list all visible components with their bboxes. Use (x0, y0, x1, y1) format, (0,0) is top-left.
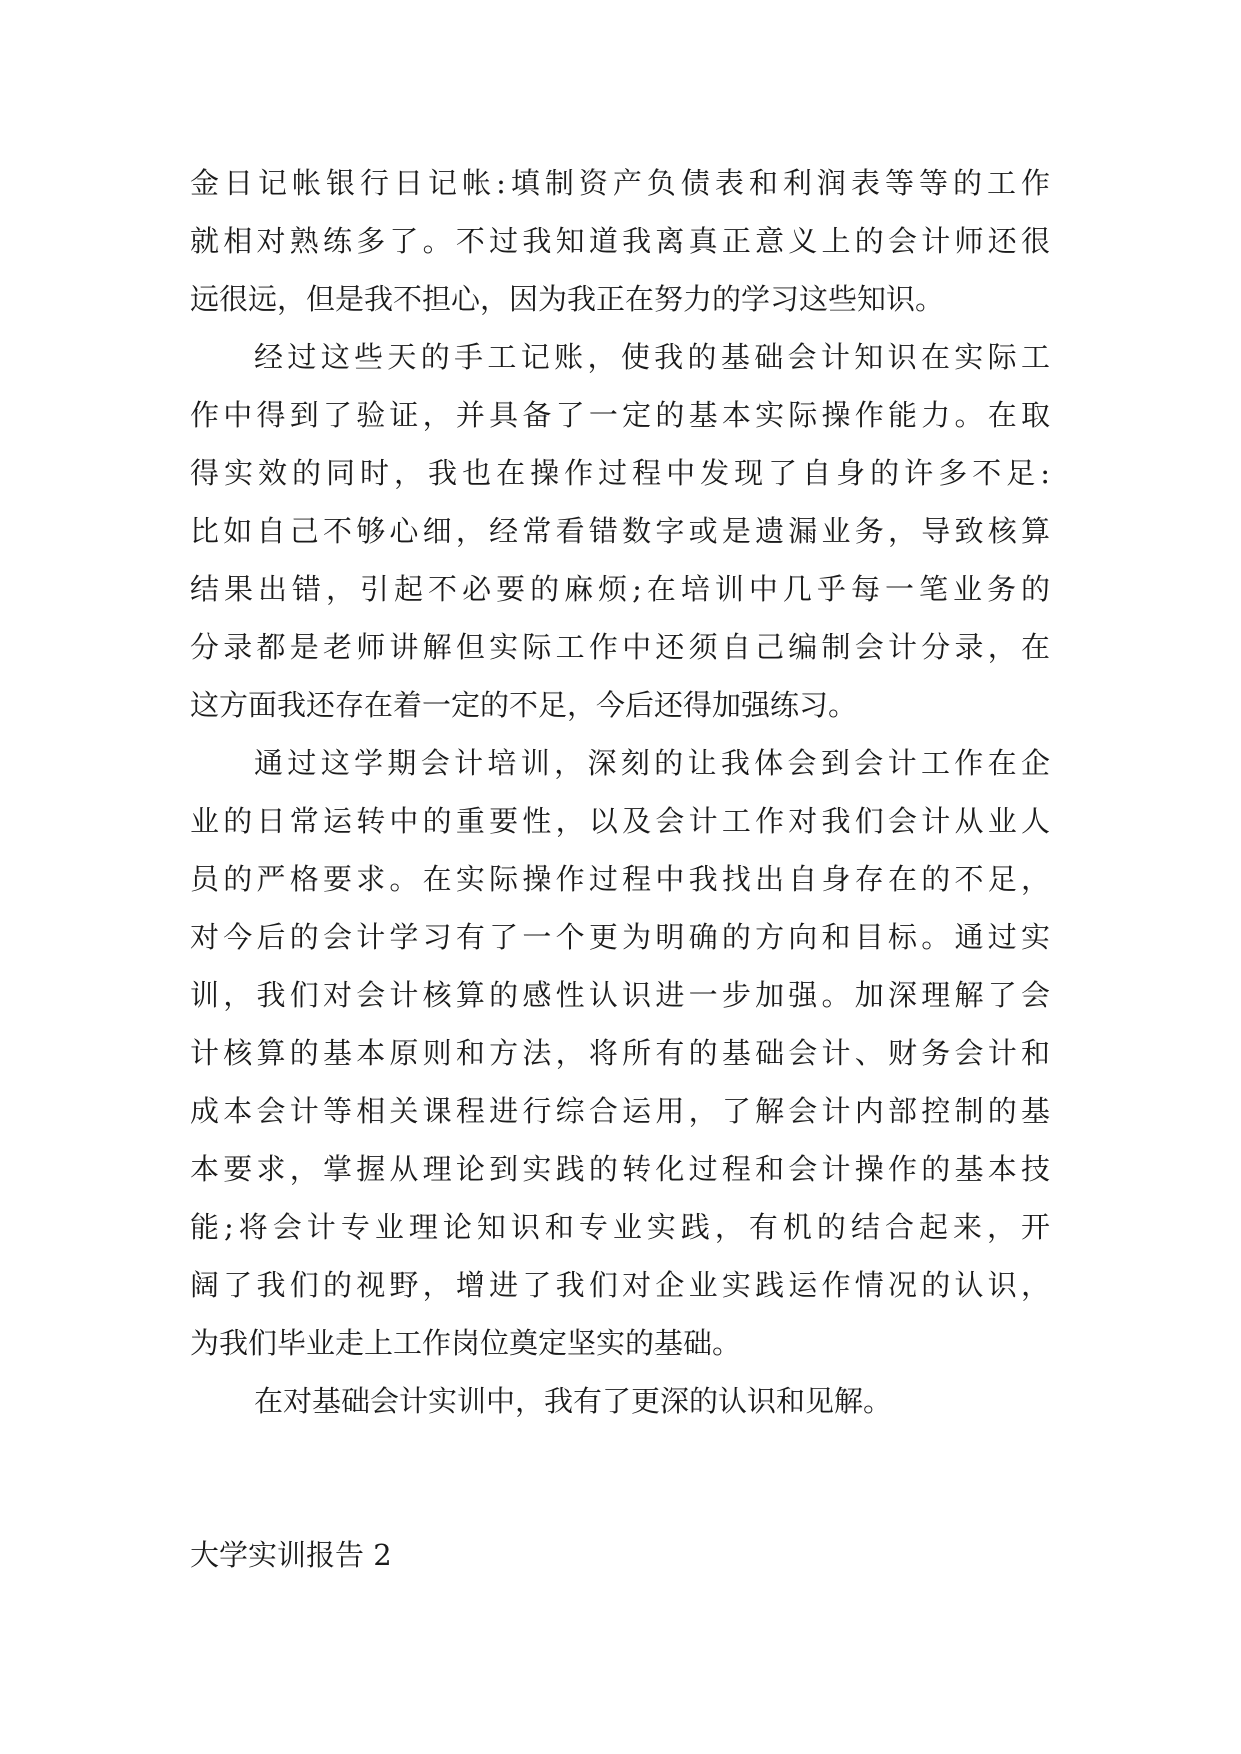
paragraph-line: 作中得到了验证，并具备了一定的基本实际操作能力。在取 (190, 398, 1050, 432)
paragraph-line: 结果出错，引起不必要的麻烦;在培训中几乎每一笔业务的 (190, 572, 1050, 606)
paragraph-line: 就相对熟练多了。不过我知道我离真正意义上的会计师还很 (190, 224, 1050, 258)
paragraph-line: 本要求，掌握从理论到实践的转化过程和会计操作的基本技 (190, 1152, 1050, 1186)
paragraph-line: 比如自己不够心细，经常看错数字或是遗漏业务，导致核算 (190, 514, 1050, 548)
paragraph-line: 通过这学期会计培训，深刻的让我体会到会计工作在企 (254, 746, 1050, 780)
document-body (190, 154, 1050, 1584)
paragraph (190, 1372, 1050, 1430)
paragraph-line: 阔了我们的视野，增进了我们对企业实践运作情况的认识， (190, 1268, 1050, 1302)
paragraph-line: 经过这些天的手工记账，使我的基础会计知识在实际工 (254, 340, 1050, 374)
paragraph-line: 业的日常运转中的重要性，以及会计工作对我们会计从业人 (190, 804, 1050, 838)
section-spacer (190, 1430, 1050, 1526)
paragraph (190, 328, 1050, 734)
paragraph (190, 734, 1050, 1372)
paragraph-line: 训，我们对会计核算的感性认识进一步加强。加深理解了会 (190, 978, 1050, 1012)
paragraph-line: 计核算的基本原则和方法，将所有的基础会计、财务会计和 (190, 1036, 1050, 1070)
paragraph-line: 在对基础会计实训中，我有了更深的认识和见解。 (254, 1384, 893, 1418)
paragraph-line: 金日记帐银行日记帐:填制资产负债表和利润表等等的工作 (190, 166, 1050, 200)
paragraph-line: 这方面我还存在着一定的不足，今后还得加强练习。 (190, 688, 858, 722)
paragraph-line: 得实效的同时，我也在操作过程中发现了自身的许多不足: (190, 456, 1050, 490)
paragraph-line: 成本会计等相关课程进行综合运用，了解会计内部控制的基 (190, 1094, 1050, 1128)
paragraph-line: 能;将会计专业理论知识和专业实践，有机的结合起来，开 (190, 1210, 1050, 1244)
paragraph-line: 远很远，但是我不担心，因为我正在努力的学习这些知识。 (190, 282, 945, 316)
paragraph-line: 分录都是老师讲解但实际工作中还须自己编制会计分录，在 (190, 630, 1050, 664)
paragraph-line: 为我们毕业走上工作岗位奠定坚实的基础。 (190, 1326, 742, 1360)
paragraph-line: 对今后的会计学习有了一个更为明确的方向和目标。通过实 (190, 920, 1050, 954)
section-heading: 大学实训报告 2 (190, 1538, 392, 1572)
paragraph-line: 员的严格要求。在实际操作过程中我找出自身存在的不足， (190, 862, 1050, 896)
paragraph (190, 154, 1050, 328)
